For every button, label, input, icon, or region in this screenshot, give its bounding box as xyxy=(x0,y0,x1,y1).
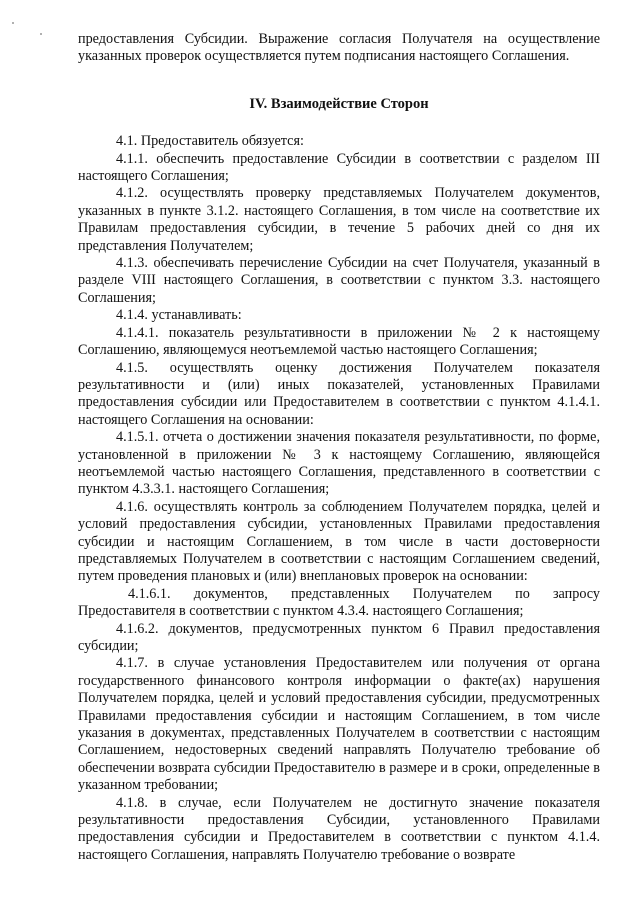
section-title: IV. Взаимодействие Сторон xyxy=(249,95,429,112)
document-body xyxy=(78,31,600,864)
intro-paragraph: предоставления Субсидии. Выражение согласия Получателя на осуществление указанных проверок осуществляется путем подписания настоящего Соглашения. xyxy=(78,31,600,65)
scan-speck xyxy=(12,22,14,24)
paragraph-4-1: 4.1. Предоставитель обязуется: xyxy=(116,133,304,150)
paragraph-4-1-5: 4.1.5. осуществлять оценку достижения Получателем показателя результативности и (или) иных показателей, установленных Правилами предоставления субсидии или Предоставителем в соответствии с пунктом 4.1.4.1. настоящего Соглашения на основании: xyxy=(78,359,600,428)
paragraph-4-1-7: 4.1.7. в случае установления Предоставителем или получения от органа государственного финансового контроля информации о факте(ах) нарушения Получателем порядка, целей и условий предоставления субсидии, предусмотренных Правилами предоставления субсидии и настоящим Соглашением, в том числе указания в документах, представленных Получателем в соответствии с настоящим Соглашением, недостоверных сведений направлять Получателю требование об обеспечении возврата субсидии Предоставителю в размере и в сроки, определенные в указанном требовании; xyxy=(78,655,600,794)
paragraph-4-1-1: 4.1.1. обеспечить предоставление Субсидии в соответствии с разделом III настоящего Соглашения; xyxy=(78,150,600,185)
paragraph-4-1-5-1: 4.1.5.1. отчета о достижении значения показателя результативности, по форме, установленной в приложении № 3 к настоящему Соглашению, являющейся неотъемлемой частью настоящего Соглашения, представленного в соответствии с пунктом 4.3.3.1. настоящего Соглашения; xyxy=(78,429,600,498)
paragraph-4-1-4-1: 4.1.4.1. показатель результативности в приложении № 2 к настоящему Соглашению, являющемуся неотъемлемой частью настоящего Соглашения; xyxy=(78,324,600,359)
paragraph-4-1-2: 4.1.2. осуществлять проверку представляемых Получателем документов, указанных в пункте 3.1.2. настоящего Соглашения, в том числе на соответствие их Правилам предоставления субсидии, в течение 5 рабочих дней со дня их представления Получателем; xyxy=(78,185,600,254)
scan-speck xyxy=(40,33,42,35)
paragraph-4-1-6: 4.1.6. осуществлять контроль за соблюдением Получателем порядка, целей и условий предоставления субсидии, установленных Правилами предоставления субсидии и настоящим Соглашением, в том числе в части достоверности представляемых Получателем в соответствии с настоящим Соглашением сведений, путем проведения плановых и (или) внеплановых проверок на основании: xyxy=(78,498,600,585)
paragraph-4-1-8: 4.1.8. в случае, если Получателем не достигнуто значение показателя результативности предоставления Субсидии, установленного Правилами предоставления субсидии и Предоставителем в соответствии с пунктом 4.1.4. настоящего Соглашения, направлять Получателю требование о возврате xyxy=(78,794,600,863)
paragraph-4-1-4: 4.1.4. устанавливать: xyxy=(116,307,242,324)
paragraph-4-1-6-1: 4.1.6.1. документов, представленных Получателем по запросу Предоставителя в соответствии с пунктом 4.3.4. настоящего Соглашения; xyxy=(78,585,600,620)
paragraph-4-1-3: 4.1.3. обеспечивать перечисление Субсидии на счет Получателя, указанный в разделе VIII настоящего Соглашения, в соответствии с пунктом 3.3. настоящего Соглашения; xyxy=(78,255,600,306)
paragraph-4-1-6-2: 4.1.6.2. документов, предусмотренных пунктом 6 Правил предоставления субсидии; xyxy=(78,620,600,654)
